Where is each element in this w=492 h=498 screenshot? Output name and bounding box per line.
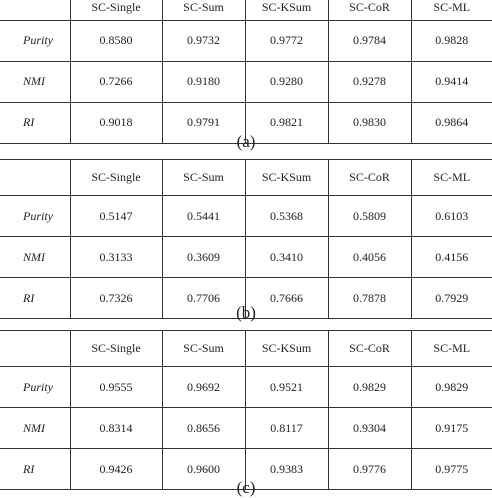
table-cell: 0.9830	[328, 102, 411, 143]
table-cell: 0.9692	[162, 367, 245, 408]
header-cell: SC-ML	[411, 331, 492, 367]
header-cell: SC-Single	[70, 0, 162, 20]
table-row	[0, 20, 492, 61]
table-cell: 0.9864	[411, 102, 492, 143]
header-row	[0, 331, 492, 367]
table-row	[0, 196, 492, 237]
table-cell: 0.9280	[245, 61, 328, 102]
header-cell: SC-CoR	[328, 331, 411, 367]
header-cell: SC-Sum	[162, 331, 245, 367]
header-row	[0, 0, 492, 20]
header-cell	[0, 0, 70, 20]
table-cell: 0.9521	[245, 367, 328, 408]
table-cell: 0.9784	[328, 20, 411, 61]
table-cell: 0.5368	[245, 196, 328, 237]
table-cell: 0.9829	[328, 367, 411, 408]
table-cell: 0.9732	[162, 20, 245, 61]
table-cell: 0.6103	[411, 196, 492, 237]
metric-label: NMI	[0, 61, 70, 102]
table-c	[0, 330, 492, 490]
table-row	[0, 237, 492, 278]
table-cell: 0.9776	[328, 449, 411, 490]
table-cell: 0.9772	[245, 20, 328, 61]
header-cell: SC-ML	[411, 0, 492, 20]
table-cell: 0.9821	[245, 102, 328, 143]
table-cell: 0.9600	[162, 449, 245, 490]
metric-label: RI	[0, 102, 70, 143]
table-caption: (b)	[236, 303, 256, 322]
header-cell: SC-Single	[70, 331, 162, 367]
table-cell: 0.3609	[162, 237, 245, 278]
header-cell	[0, 160, 70, 196]
table-cell: 0.3410	[245, 237, 328, 278]
metric-label: RI	[0, 449, 70, 490]
table-cell: 0.9018	[70, 102, 162, 143]
table-cell: 0.4156	[411, 237, 492, 278]
table-cell: 0.9775	[411, 449, 492, 490]
header-cell: SC-KSum	[245, 160, 328, 196]
table-cell: 0.3133	[70, 237, 162, 278]
metric-label: NMI	[0, 408, 70, 449]
header-cell: SC-Sum	[162, 0, 245, 20]
table-cell: 0.7706	[162, 278, 245, 319]
metric-label: Purity	[0, 196, 70, 237]
metric-label: Purity	[0, 367, 70, 408]
table-cell: 0.5441	[162, 196, 245, 237]
table-b	[0, 159, 492, 319]
table-cell: 0.9791	[162, 102, 245, 143]
metric-label: Purity	[0, 20, 70, 61]
table-cell: 0.7266	[70, 61, 162, 102]
table-cell: 0.9555	[70, 367, 162, 408]
table-row	[0, 367, 492, 408]
table-caption: (a)	[236, 132, 256, 151]
table-cell: 0.9175	[411, 408, 492, 449]
table-cell: 0.8656	[162, 408, 245, 449]
table-cell: 0.7929	[411, 278, 492, 319]
header-row	[0, 160, 492, 196]
table-row	[0, 61, 492, 102]
header-cell	[0, 331, 70, 367]
table-a	[0, 0, 492, 144]
table-cell: 0.4056	[328, 237, 411, 278]
table-cell: 0.8314	[70, 408, 162, 449]
table-cell: 0.8580	[70, 20, 162, 61]
header-cell: SC-CoR	[328, 0, 411, 20]
table-caption: (c)	[236, 478, 256, 497]
table-cell: 0.5147	[70, 196, 162, 237]
header-cell: SC-KSum	[245, 0, 328, 20]
table-cell: 0.9828	[411, 20, 492, 61]
table-cell: 0.9829	[411, 367, 492, 408]
table-cell: 0.9278	[328, 61, 411, 102]
table-cell: 0.7878	[328, 278, 411, 319]
table-cell: 0.9383	[245, 449, 328, 490]
metric-label: RI	[0, 278, 70, 319]
header-cell: SC-KSum	[245, 331, 328, 367]
metric-label: NMI	[0, 237, 70, 278]
table-cell: 0.9426	[70, 449, 162, 490]
header-cell: SC-Single	[70, 160, 162, 196]
header-cell: SC-ML	[411, 160, 492, 196]
table-cell: 0.9414	[411, 61, 492, 102]
header-cell: SC-Sum	[162, 160, 245, 196]
header-cell: SC-CoR	[328, 160, 411, 196]
table-cell: 0.8117	[245, 408, 328, 449]
table-cell: 0.7666	[245, 278, 328, 319]
table-row	[0, 408, 492, 449]
table-cell: 0.9180	[162, 61, 245, 102]
table-cell: 0.5809	[328, 196, 411, 237]
table-cell: 0.7326	[70, 278, 162, 319]
table-cell: 0.9304	[328, 408, 411, 449]
